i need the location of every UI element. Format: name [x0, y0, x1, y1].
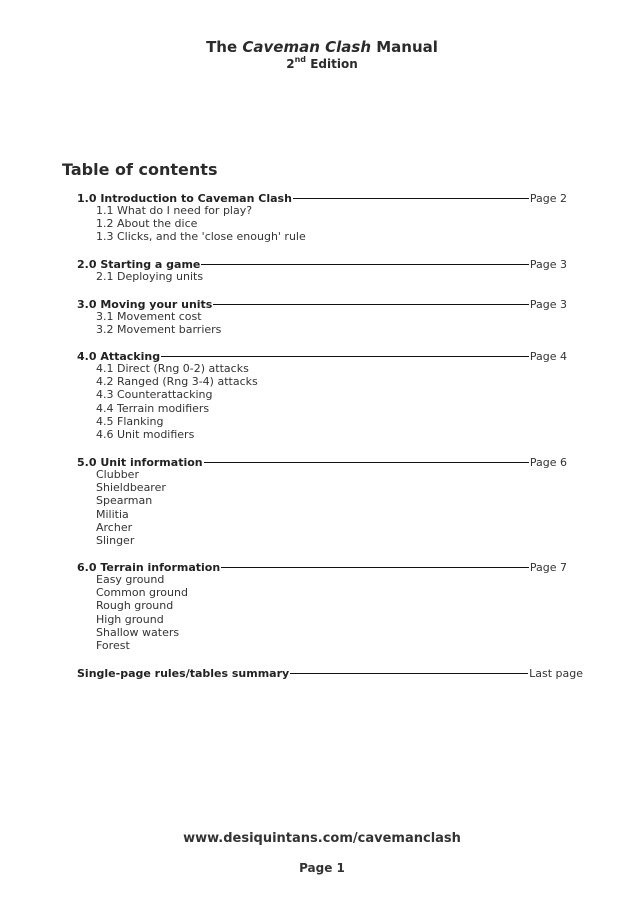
toc-entry-page: Page 3 [529, 297, 567, 311]
toc-subentry[interactable]: 4.2 Ranged (Rng 3-4) attacks [96, 375, 258, 389]
toc-leader-line [161, 356, 529, 357]
title-suffix: Manual [371, 38, 438, 56]
toc-entry[interactable] [77, 666, 583, 680]
edition-word: Edition [306, 57, 358, 71]
toc-entry-title: 5.0 Unit information [77, 455, 203, 469]
toc-subentry[interactable]: 4.1 Direct (Rng 0-2) attacks [96, 362, 249, 375]
edition-ordinal: nd [294, 55, 307, 64]
toc-entry[interactable] [77, 349, 567, 363]
toc-entry-page: Page 3 [529, 257, 567, 271]
toc-entry-page: Page 7 [529, 560, 567, 574]
toc-leader-line [293, 198, 529, 199]
toc-subentry[interactable]: 1.3 Clicks, and the 'close enough' rule [96, 230, 306, 244]
toc-subentry[interactable]: 2.1 Deploying units [96, 270, 204, 283]
title-game-name: Caveman Clash [242, 38, 372, 56]
toc-leader-line [290, 673, 528, 674]
edition-line [0, 57, 644, 71]
toc-subentry[interactable]: 4.5 Flanking [96, 414, 164, 428]
toc-subentry[interactable]: Common ground [96, 586, 188, 600]
toc-entry-page: Page 6 [529, 455, 567, 469]
toc-subentry[interactable]: 3.1 Movement cost [96, 310, 202, 323]
toc-entry-title: Single-page rules/tables summary [77, 666, 290, 680]
toc-entry-title: 3.0 Moving your units [77, 297, 213, 311]
toc-entry[interactable] [77, 257, 567, 271]
toc-entry[interactable] [77, 560, 567, 574]
toc-subentry[interactable]: Easy ground [96, 573, 165, 586]
toc-subentry[interactable]: Spearman [96, 494, 153, 508]
toc-subentry[interactable]: Archer [96, 520, 133, 534]
toc-entry[interactable] [77, 191, 567, 205]
toc-subentry[interactable]: Shieldbearer [96, 481, 166, 495]
toc-subentry[interactable]: 1.2 About the dice [96, 217, 198, 231]
toc-entry-title: 6.0 Terrain information [77, 560, 221, 574]
toc-subentry[interactable]: 1.1 What do I need for play? [96, 204, 253, 217]
toc-subentry[interactable]: Forest [96, 639, 130, 652]
toc-subentry[interactable]: Slinger [96, 534, 135, 547]
toc-subentry[interactable]: 4.3 Counterattacking [96, 388, 213, 402]
toc-heading: Table of contents [62, 160, 218, 179]
toc-entry-page: Page 2 [529, 191, 567, 205]
toc-entry-page: Page 4 [529, 349, 567, 363]
toc-entry-page: Last page [529, 666, 583, 680]
toc-subentry[interactable]: Shallow waters [96, 625, 180, 639]
toc-subentry[interactable]: Rough ground [96, 599, 174, 613]
website-url[interactable]: www.desiquintans.com/cavemanclash [183, 831, 461, 846]
toc-subentry[interactable]: Clubber [96, 468, 139, 481]
toc-leader-line [201, 264, 528, 265]
toc-entry-title: 1.0 Introduction to Caveman Clash [77, 191, 292, 205]
toc-entry-title: 2.0 Starting a game [77, 257, 201, 271]
toc-leader-line [221, 567, 529, 568]
toc-subentry[interactable]: 4.4 Terrain modifiers [96, 401, 210, 415]
toc-entry-title: 4.0 Attacking [77, 349, 161, 363]
toc-subentry[interactable]: High ground [96, 612, 164, 626]
page-number: Page 1 [299, 861, 345, 875]
toc-leader-line [213, 304, 529, 305]
toc-entry[interactable] [77, 297, 567, 311]
toc-entry[interactable] [77, 455, 567, 469]
document-title [0, 38, 644, 56]
edition-number: 2 [286, 57, 295, 71]
toc-subentry[interactable]: 4.6 Unit modifiers [96, 428, 195, 441]
title-prefix: The [206, 38, 243, 56]
toc-leader-line [204, 462, 529, 463]
toc-subentry[interactable]: Militia [96, 507, 129, 521]
toc-subentry[interactable]: 3.2 Movement barriers [96, 323, 222, 337]
